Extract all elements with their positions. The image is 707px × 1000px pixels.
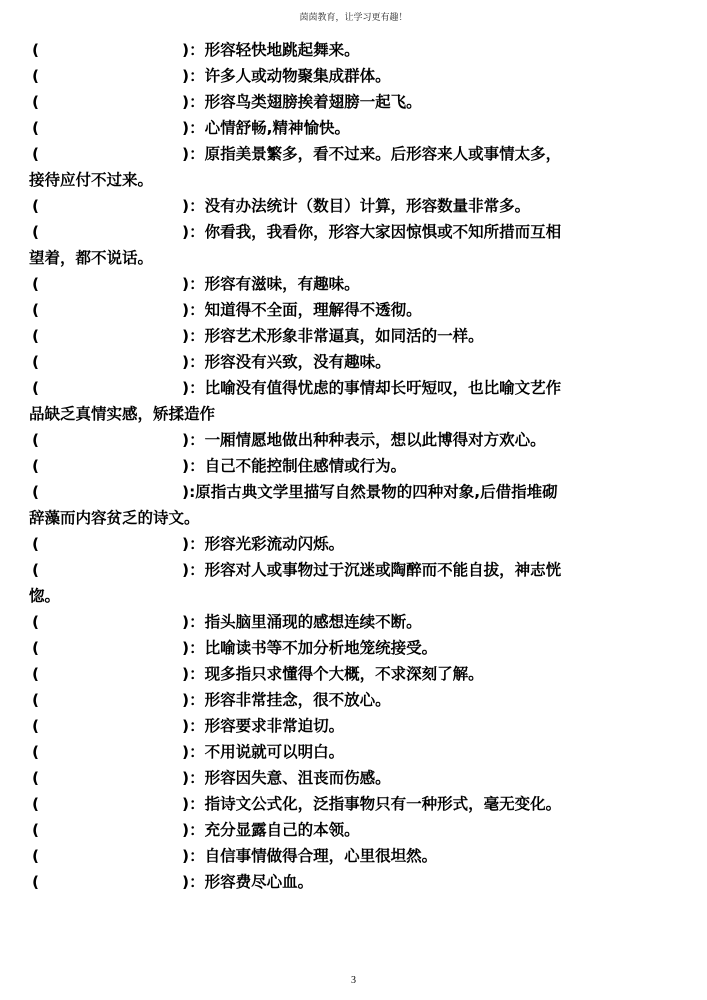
- idiom-exercise-list: [29, 37, 672, 895]
- idiom-definition: 形容没有兴致，没有趣味。: [204, 353, 391, 371]
- answer-blank-close: ): [182, 639, 190, 657]
- idiom-definition: 没有办法统计（数目）计算，形容数量非常多。: [204, 197, 531, 215]
- item-colon: ：: [189, 197, 205, 215]
- answer-blank-close: ): [182, 197, 190, 215]
- answer-blank-close: ): [182, 431, 190, 449]
- answer-blank-close: ): [182, 769, 190, 787]
- answer-blank-open: (: [32, 457, 40, 475]
- item-colon: :: [189, 483, 196, 501]
- idiom-item: [32, 765, 672, 791]
- idiom-item: [32, 661, 672, 687]
- answer-blank-close: ): [182, 275, 190, 293]
- idiom-item: [32, 869, 672, 895]
- idiom-definition: 形容光彩流动闪烁。: [204, 535, 345, 553]
- answer-blank-open: (: [32, 535, 40, 553]
- answer-blank-open: (: [32, 821, 40, 839]
- answer-blank-close: ): [182, 119, 190, 137]
- item-colon: ：: [189, 847, 205, 865]
- idiom-definition: 充分显露自己的本领。: [204, 821, 360, 839]
- answer-blank-close: ): [182, 145, 190, 163]
- answer-blank-close: ): [182, 353, 190, 371]
- idiom-definition: 知道得不全面，理解得不透彻。: [204, 301, 422, 319]
- idiom-item: [32, 843, 672, 869]
- answer-blank-open: (: [32, 67, 40, 85]
- idiom-definition: 形容对人或事物过于沉迷或陶醉而不能自拔，神志恍: [204, 561, 562, 579]
- answer-blank-open: (: [32, 769, 40, 787]
- idiom-definition: 指诗文公式化，泛指事物只有一种形式，毫无变化。: [204, 795, 562, 813]
- idiom-item: [29, 375, 672, 427]
- answer-blank-close: ): [182, 41, 190, 59]
- idiom-definition: 形容有滋味，有趣味。: [204, 275, 360, 293]
- answer-blank-open: (: [32, 301, 40, 319]
- idiom-definition-continued: 望着，都不说话。: [29, 249, 154, 267]
- answer-blank-open: (: [32, 847, 40, 865]
- answer-blank-close: ): [182, 223, 190, 241]
- idiom-definition: 许多人或动物聚集成群体。: [204, 67, 391, 85]
- answer-blank-close: ): [182, 535, 190, 553]
- idiom-definition-continued: 惚。: [29, 587, 61, 605]
- item-colon: ：: [189, 535, 205, 553]
- answer-blank-close: ): [182, 691, 190, 709]
- idiom-definition: 形容非常挂念，很不放心。: [204, 691, 391, 709]
- answer-blank-close: ): [182, 717, 190, 735]
- idiom-definition: 形容艺术形象非常逼真，如同活的一样。: [204, 327, 484, 345]
- answer-blank-close: ): [182, 795, 190, 813]
- answer-blank-open: (: [32, 379, 40, 397]
- idiom-item: [32, 193, 672, 219]
- item-colon: ：: [189, 561, 205, 579]
- idiom-definition: 心情舒畅,精神愉快。: [204, 119, 350, 137]
- item-colon: ：: [189, 301, 205, 319]
- idiom-definition: 形容费尽心血。: [204, 873, 314, 891]
- idiom-definition: 形容要求非常迫切。: [204, 717, 345, 735]
- answer-blank-open: (: [32, 275, 40, 293]
- answer-blank-close: ): [182, 327, 190, 345]
- answer-blank-open: (: [32, 561, 40, 579]
- item-colon: ：: [189, 665, 205, 683]
- item-colon: ：: [189, 145, 205, 163]
- idiom-definition-continued: 品缺乏真情实感，矫揉造作: [29, 405, 216, 423]
- idiom-definition: 原指古典文学里描写自然景物的四种对象,后借指堆砌: [195, 483, 558, 501]
- idiom-definition: 形容鸟类翅膀挨着翅膀一起飞。: [204, 93, 422, 111]
- item-colon: ：: [189, 873, 205, 891]
- item-colon: ：: [189, 717, 205, 735]
- idiom-definition: 自己不能控制住感情或行为。: [204, 457, 407, 475]
- idiom-item: [32, 37, 672, 63]
- item-colon: ：: [189, 223, 205, 241]
- item-colon: ：: [189, 379, 205, 397]
- item-colon: ：: [189, 67, 205, 85]
- answer-blank-open: (: [32, 145, 40, 163]
- answer-blank-close: ): [182, 379, 190, 397]
- answer-blank-open: (: [32, 873, 40, 891]
- idiom-definition: 形容因失意、沮丧而伤感。: [204, 769, 391, 787]
- item-colon: ：: [189, 327, 205, 345]
- item-colon: ：: [189, 613, 205, 631]
- idiom-definition: 不用说就可以明白。: [204, 743, 345, 761]
- answer-blank-close: ): [182, 873, 190, 891]
- idiom-item: [32, 713, 672, 739]
- answer-blank-close: ): [182, 847, 190, 865]
- answer-blank-close: ): [182, 67, 190, 85]
- idiom-item: [29, 557, 672, 609]
- answer-blank-close: ): [182, 301, 190, 319]
- answer-blank-close: ): [182, 743, 190, 761]
- idiom-item: [29, 479, 672, 531]
- item-colon: ：: [189, 821, 205, 839]
- answer-blank-open: (: [32, 483, 40, 501]
- idiom-item: [32, 739, 672, 765]
- answer-blank-close: ): [182, 93, 190, 111]
- idiom-item: [32, 89, 672, 115]
- item-colon: ：: [189, 353, 205, 371]
- idiom-item: [32, 271, 672, 297]
- idiom-item: [32, 817, 672, 843]
- item-colon: ：: [189, 639, 205, 657]
- idiom-definition: 自信事情做得合理，心里很坦然。: [204, 847, 438, 865]
- answer-blank-close: ): [182, 483, 190, 501]
- idiom-item: [32, 635, 672, 661]
- idiom-item: [32, 687, 672, 713]
- answer-blank-open: (: [32, 223, 40, 241]
- answer-blank-open: (: [32, 41, 40, 59]
- idiom-definition: 比喻没有值得忧虑的事情却长吁短叹，也比喻文艺作: [204, 379, 562, 397]
- answer-blank-open: (: [32, 431, 40, 449]
- item-colon: ：: [189, 457, 205, 475]
- answer-blank-open: (: [32, 353, 40, 371]
- page-number: 3: [351, 975, 356, 986]
- idiom-item: [32, 63, 672, 89]
- answer-blank-open: (: [32, 743, 40, 761]
- idiom-item: [32, 349, 672, 375]
- item-colon: ：: [189, 691, 205, 709]
- idiom-item: [32, 427, 672, 453]
- item-colon: ：: [189, 275, 205, 293]
- answer-blank-open: (: [32, 93, 40, 111]
- answer-blank-open: (: [32, 717, 40, 735]
- idiom-item: [32, 791, 672, 817]
- page-header: 茵茵教育，让学习更有趣！: [299, 13, 408, 23]
- answer-blank-close: ): [182, 613, 190, 631]
- answer-blank-close: ): [182, 457, 190, 475]
- idiom-definition-continued: 接待应付不过来。: [29, 171, 154, 189]
- item-colon: ：: [189, 795, 205, 813]
- idiom-item: [32, 323, 672, 349]
- answer-blank-open: (: [32, 691, 40, 709]
- idiom-item: [32, 297, 672, 323]
- answer-blank-open: (: [32, 197, 40, 215]
- answer-blank-open: (: [32, 665, 40, 683]
- idiom-definition: 你看我，我看你，形容大家因惊惧或不知所措而互相: [204, 223, 562, 241]
- item-colon: ：: [189, 119, 205, 137]
- answer-blank-close: ): [182, 665, 190, 683]
- idiom-item: [29, 141, 672, 193]
- item-colon: ：: [189, 431, 205, 449]
- item-colon: ：: [189, 41, 205, 59]
- idiom-definition-continued: 辞藻而内容贫乏的诗文。: [29, 509, 200, 527]
- item-colon: ：: [189, 769, 205, 787]
- answer-blank-open: (: [32, 613, 40, 631]
- idiom-item: [29, 219, 672, 271]
- idiom-definition: 比喻读书等不加分析地笼统接受。: [204, 639, 438, 657]
- answer-blank-open: (: [32, 639, 40, 657]
- idiom-item: [32, 115, 672, 141]
- answer-blank-close: ): [182, 561, 190, 579]
- idiom-item: [32, 453, 672, 479]
- idiom-definition: 形容轻快地跳起舞来。: [204, 41, 360, 59]
- idiom-definition: 原指美景繁多，看不过来。后形容来人或事情太多，: [204, 145, 562, 163]
- item-colon: ：: [189, 743, 205, 761]
- answer-blank-open: (: [32, 795, 40, 813]
- answer-blank-open: (: [32, 327, 40, 345]
- idiom-item: [32, 531, 672, 557]
- idiom-definition: 现多指只求懂得个大概，不求深刻了解。: [204, 665, 484, 683]
- idiom-definition: 一厢情愿地做出种种表示，想以此博得对方欢心。: [204, 431, 546, 449]
- idiom-item: [32, 609, 672, 635]
- item-colon: ：: [189, 93, 205, 111]
- answer-blank-close: ): [182, 821, 190, 839]
- answer-blank-open: (: [32, 119, 40, 137]
- idiom-definition: 指头脑里涌现的感想连续不断。: [204, 613, 422, 631]
